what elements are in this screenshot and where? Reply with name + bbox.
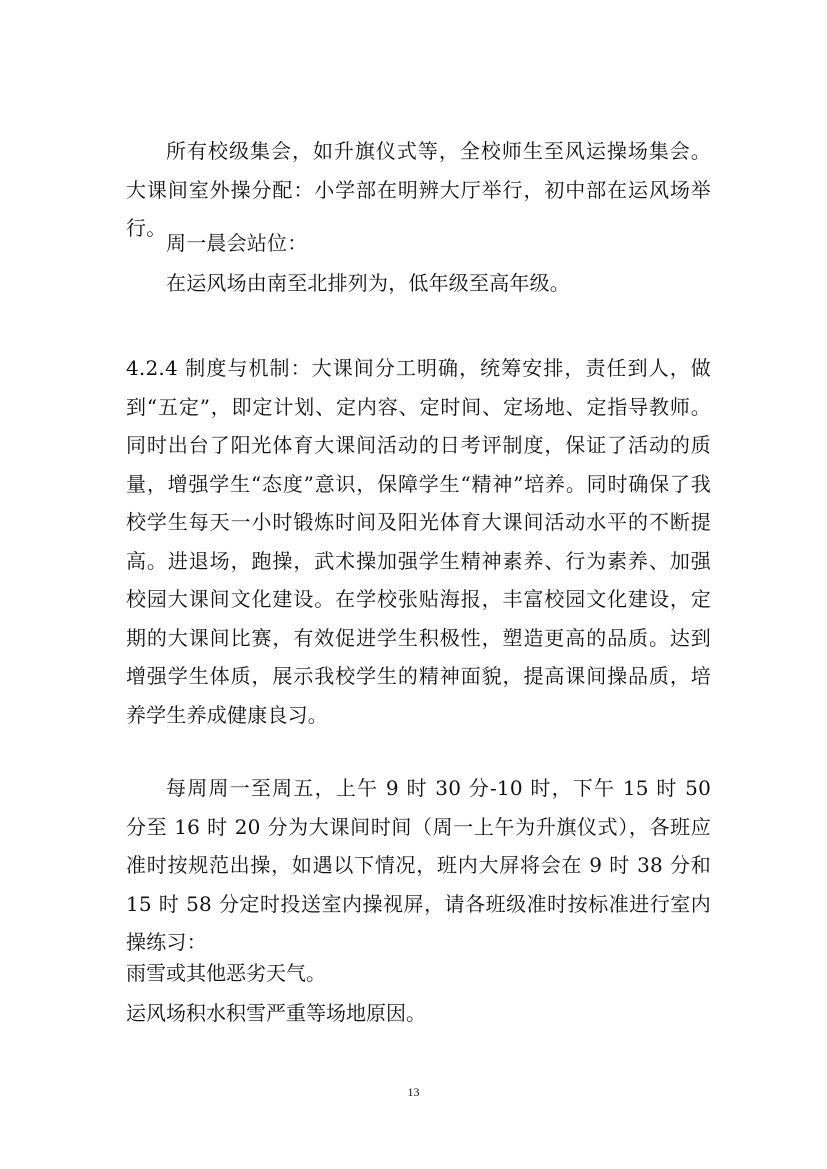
paragraph-assembly-arrangement: 所有校级集会，如升旗仪式等，全校师生至风运操场集会。大课间室外操分配：小学部在明辨大厅举行，初中部在运风场举行。 bbox=[126, 139, 711, 240]
paragraph-schedule: 每周周一至周五，上午 9 时 30 分-10 时，下午 15 时 50 分至 16 时 20 分为大课间时间（周一上午为升旗仪式），各班应准时按规范出操，如遇以下情况，班内大屏将会在 9 时 38 分和 15 时 58 分定时投送室内操视屏，请各班级准时按标准进行室内操练习： bbox=[126, 776, 711, 954]
paragraph-monday-positions-heading: 周一晨会站位： bbox=[166, 231, 308, 255]
page-number: 13 bbox=[407, 1085, 420, 1099]
list-item-field-conditions: 运风场积水积雪严重等场地原因。 bbox=[126, 1001, 426, 1025]
paragraph-system-mechanism: 4.2.4 制度与机制：大课间分工明确，统筹安排，责任到人，做到“五定”，即定计划、定内容、定时间、定场地、定指导教师。同时出台了阳光体育大课间活动的日考评制度，保证了活动的质量，增强学生“态度”意识，保障学生“精神”培养。同时确保了我校学生每天一小时锻炼时间及阳光体育大课间活动水平的不断提高。进退场，跑操，武术操加强学生精神素养、行为素养、加强校园大课间文化建设。在学校张贴海报，丰富校园文化建设，定期的大课间比赛，有效促进学生积极性，塑造更高的品质。达到增强学生体质，展示我校学生的精神面貌，提高课间操品质，培养学生养成健康良习。 bbox=[126, 356, 711, 727]
paragraph-monday-positions: 在运风场由南至北排列为，低年级至高年级。 bbox=[166, 271, 570, 295]
list-item-bad-weather: 雨雪或其他恶劣天气。 bbox=[126, 961, 326, 985]
